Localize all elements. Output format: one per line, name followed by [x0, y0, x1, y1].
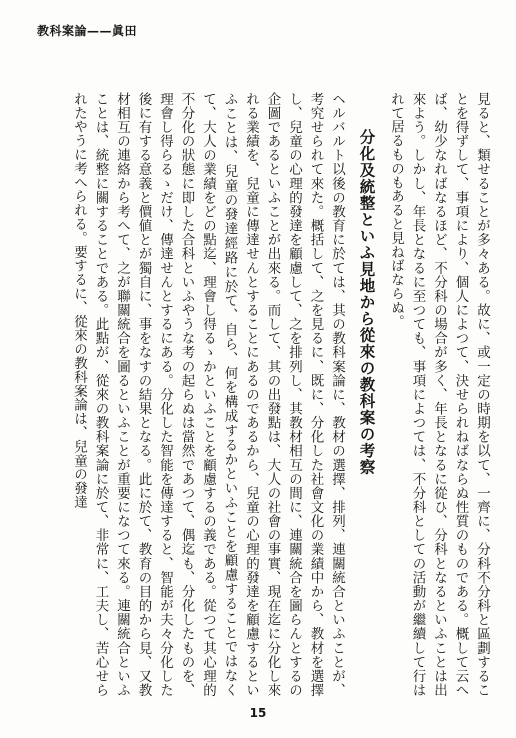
paragraph: ヘルバルト以後の教育に於ては、其の教科案論に、教材の選擇、排列、連關統合といふことが、考究せられて來た。概括して、之を見るに、既に、分化した社會文化の業績中から、教材を選擇し、兒童の心理的發達を顧慮して、之を排列し、其教材相互の間に、連關統合を圖らんとするの企圖であるといふことが出來る。而して、其の出發點は、大人の社會の事實、現在迄に分化し來れる業績を、兒童に傳達せんとすることにあるのであるから、兒童の心理的發達を顧慮するといふことは、兒童の發達經路に於て、自ら、何を構成するかといふことを顧慮することではなくて、大人の業績をどの點迄、理會し得るゝかといふことを顧慮するの義である。從つて其心理的不分化の狀態に即した合科といふやうな考の起らぬは當然であつて、偶迄も、分化したものを、理會し得らるゝだけ、傳達せんとするにある。分化した智能を傳達すると、智能が夫々分化した後に有する意義と價値とが獨自に、事をなすの結果となる。此に於て、教育の目的から見、又教材相互の連絡から考へて、之が聯關統合を圖るといふことが重要になつて來る。連關統合といふことは、統整に關することである。此點が、從來の教科案論に於て、非常に、工夫し、苦心せられたやうに考へられる。要するに、從來の教科案論は、兒童の發達: [71, 92, 345, 697]
running-head: 教科案論——眞田: [37, 24, 138, 38]
section-heading: 分化及統整といふ見地から從來の教科案の考察: [357, 129, 376, 476]
page-number: 15: [249, 706, 267, 720]
body-text: [40, 92, 492, 697]
paragraph: 見ると、類せることが多々ある。故に、或一定の時期を以て、一齊に、分科不分科と區劃することを得ずして、事項により、個人によつて、決せられねばならぬ性質のものである。概して云へば、幼少なればなるほど、不分科の場合が多く、年長となるに從ひ、分科となるといふことは出來よう。しかし、年長となるに至つても、事項によつては、不分科としての活動が繼續して行はれて居るものもあると見ねばならぬ。: [388, 92, 490, 697]
